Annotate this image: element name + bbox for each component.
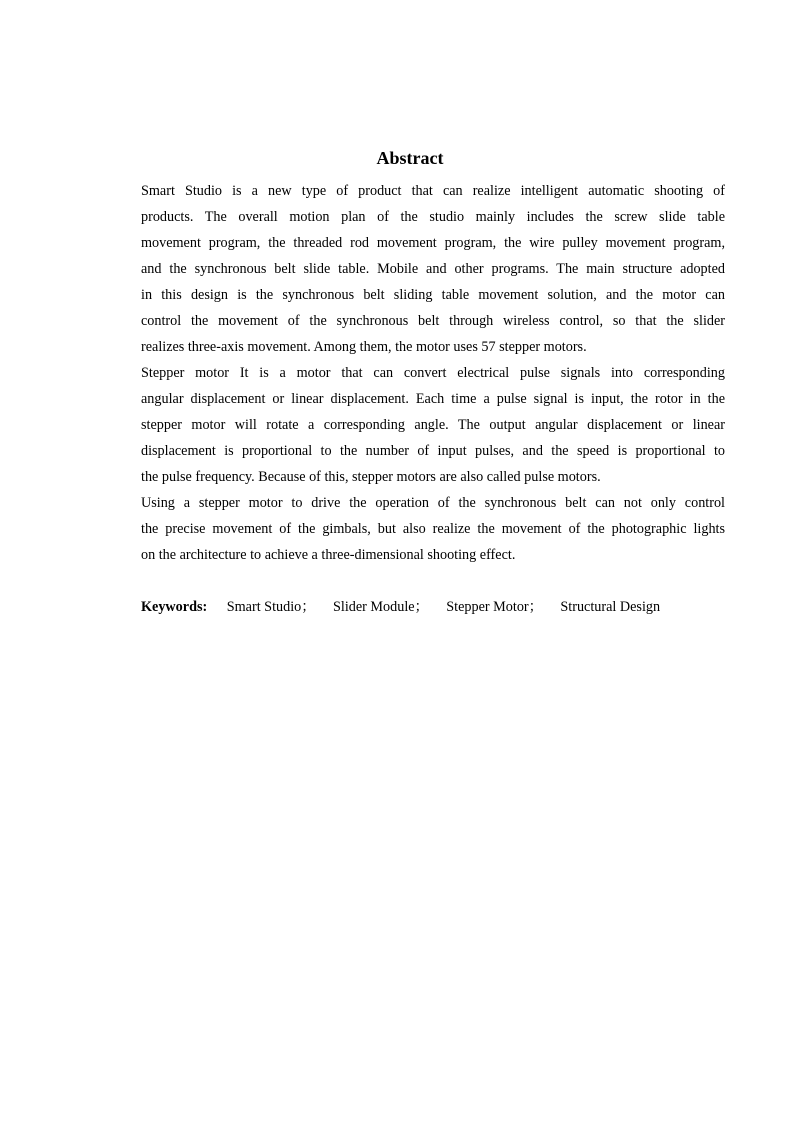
paragraph-line: on the architecture to achieve a three-dimensional shooting effect. — [141, 547, 516, 563]
keyword-item: Smart Studio； — [226, 599, 316, 615]
paragraph-line: movement program, the threaded rod movement program, the wire pulley movement program, — [141, 235, 725, 251]
keyword-item: Slider Module； — [332, 599, 429, 615]
paragraph-line: the pulse frequency. Because of this, stepper motors are also called pulse motors. — [141, 469, 601, 485]
paragraph-line: Stepper motor It is a motor that can convert electrical pulse signals into corresponding — [141, 365, 725, 381]
paragraph-line: Smart Studio is a new type of product that can realize intelligent automatic shooting of — [141, 183, 725, 199]
abstract-paragraph-3 — [113, 490, 725, 568]
keywords-line — [141, 594, 674, 620]
paragraph-line: stepper motor will rotate a corresponding angle. The output angular displacement or linear — [141, 417, 725, 433]
keywords-label: Keywords: — [141, 599, 208, 615]
paragraph-line: realizes three-axis movement. Among them, the motor uses 57 stepper motors. — [141, 339, 587, 355]
paragraph-line: angular displacement or linear displacement. Each time a pulse signal is input, the rotor in the — [141, 391, 725, 407]
abstract-paragraph-2 — [113, 360, 725, 490]
abstract-title: Abstract — [376, 148, 444, 168]
keyword-item: Stepper Motor； — [446, 599, 543, 615]
paragraph-line: displacement is proportional to the number of input pulses, and the speed is proportional to — [141, 443, 725, 459]
abstract-body — [113, 178, 725, 568]
paragraph-line: in this design is the synchronous belt sliding table movement solution, and the motor can — [141, 287, 725, 303]
paragraph-line: the precise movement of the gimbals, but also realize the movement of the photographic lights — [141, 521, 725, 537]
paragraph-line: and the synchronous belt slide table. Mobile and other programs. The main structure adopted — [141, 261, 725, 277]
abstract-paragraph-1 — [113, 178, 725, 360]
paragraph-line: products. The overall motion plan of the studio mainly includes the screw slide table — [141, 209, 725, 225]
paragraph-line: Using a stepper motor to drive the operation of the synchronous belt can not only control — [141, 495, 725, 511]
paragraph-line: control the movement of the synchronous belt through wireless control, so that the slider — [141, 313, 725, 329]
keyword-item: Structural Design — [560, 599, 661, 615]
